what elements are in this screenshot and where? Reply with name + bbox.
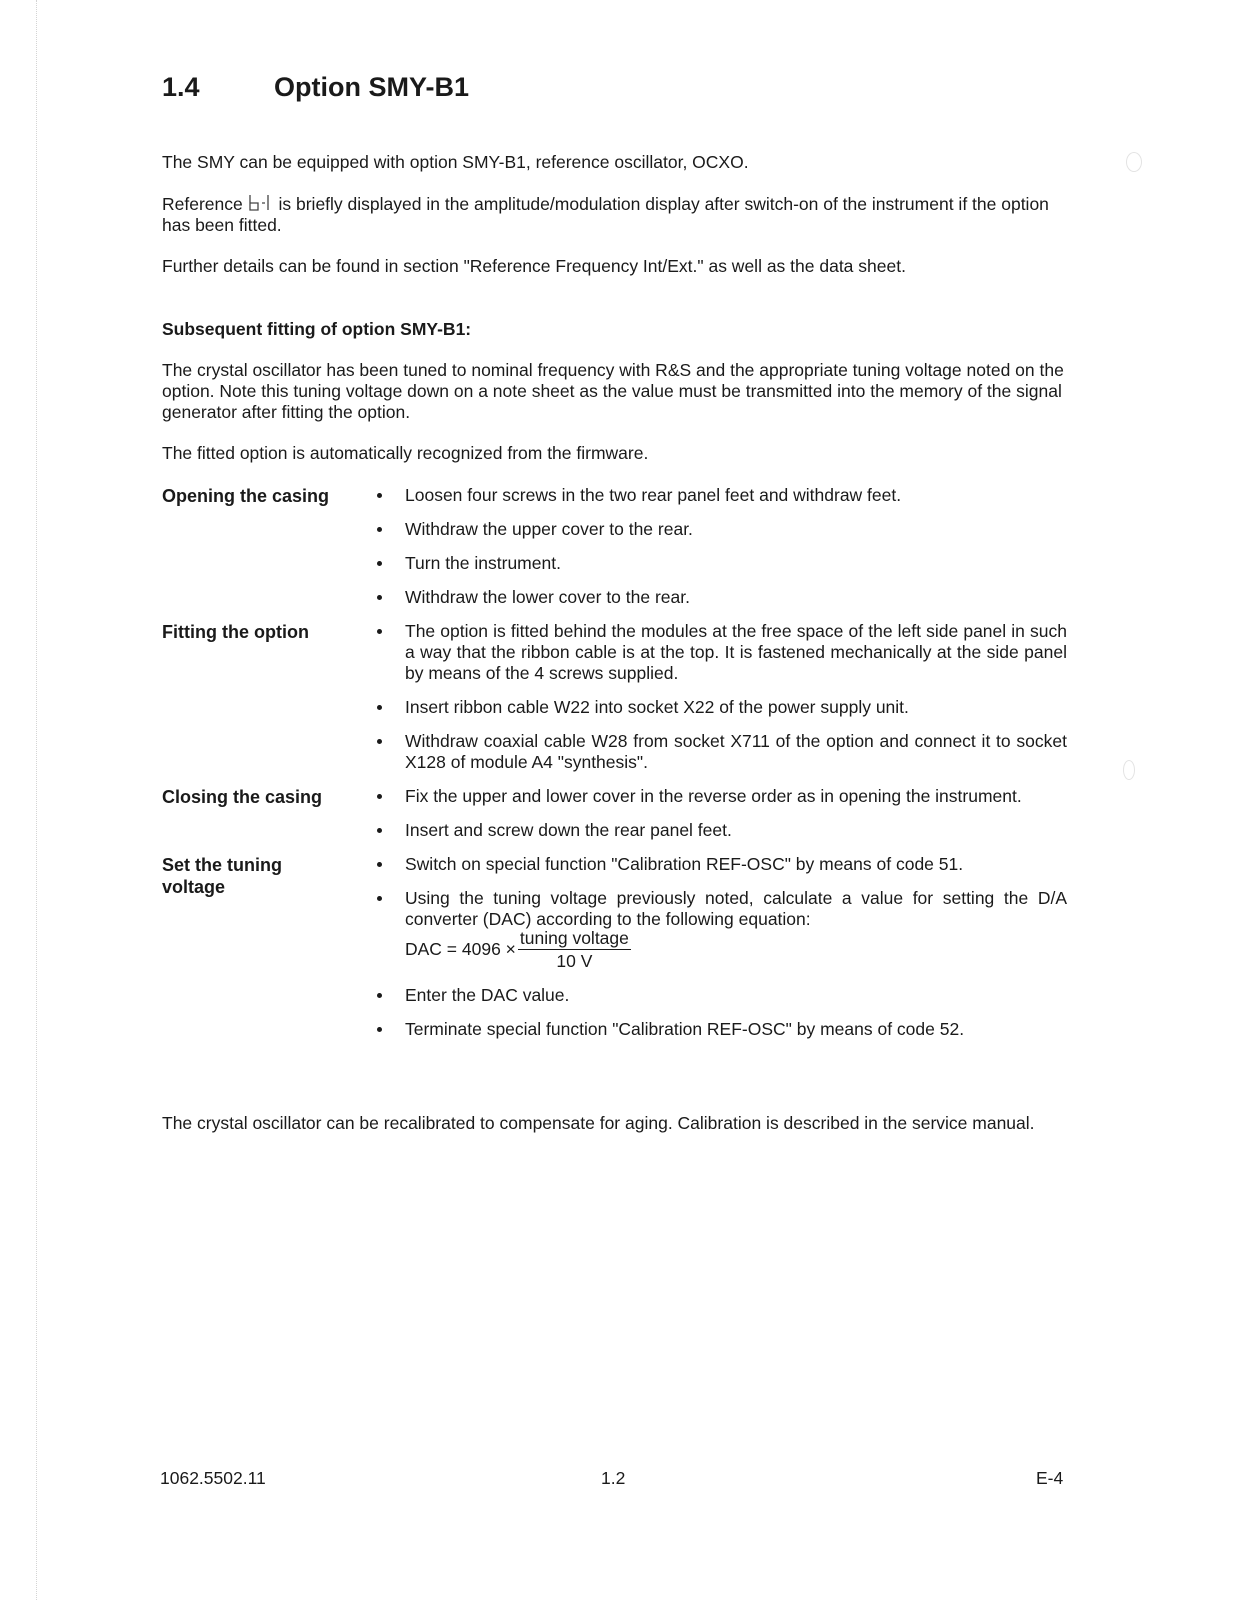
dac-formula bbox=[405, 928, 1067, 971]
footer-page-number: E-4 bbox=[1036, 1468, 1064, 1488]
paragraph-text: Reference bbox=[162, 194, 243, 214]
step-list bbox=[377, 985, 1067, 1040]
scan-edge-line bbox=[36, 0, 37, 1600]
formula-fraction bbox=[518, 928, 631, 971]
paragraph: The fitted option is automatically recognized from the firmware. bbox=[162, 443, 649, 463]
step-list bbox=[377, 485, 1067, 608]
paragraph: Further details can be found in section "Reference Frequency Int/Ext." as well as the data sheet. bbox=[162, 256, 906, 276]
formula-lhs: DAC = 4096 × bbox=[405, 939, 516, 959]
list-item: Insert and screw down the rear panel feet. bbox=[377, 820, 1067, 841]
step-list bbox=[377, 786, 1067, 841]
section-title: Option SMY-B1 bbox=[274, 72, 469, 102]
section-number: 1.4 bbox=[162, 72, 200, 102]
subsection-title: Subsequent fitting of option SMY-B1: bbox=[162, 319, 472, 339]
list-item: Terminate special function "Calibration REF-OSC" by means of code 52. bbox=[377, 1019, 1067, 1040]
display-glyph-icon bbox=[248, 193, 274, 213]
step-label: Opening the casing bbox=[162, 486, 330, 506]
formula-denominator: 10 V bbox=[556, 951, 593, 971]
paragraph bbox=[162, 193, 1067, 236]
step-list bbox=[377, 854, 1067, 930]
step-label: Closing the casing bbox=[162, 787, 323, 807]
footer-version: 1.2 bbox=[601, 1468, 626, 1488]
closing-paragraph: The crystal oscillator can be recalibrated to compensate for aging. Calibration is described in the service manual. bbox=[162, 1113, 1035, 1133]
step-list bbox=[377, 621, 1067, 773]
step-list-container bbox=[377, 854, 1067, 1040]
formula-numerator: tuning voltage bbox=[519, 928, 629, 948]
list-item: Loosen four screws in the two rear panel feet and withdraw feet. bbox=[377, 485, 1067, 506]
step-label: Set the tuning voltage bbox=[162, 855, 282, 897]
scan-speck bbox=[1123, 760, 1135, 780]
list-item: Using the tuning voltage previously noted, calculate a value for setting the D/A converter (DAC) according to the following equation: bbox=[377, 888, 1067, 930]
step-label: Fitting the option bbox=[162, 622, 309, 642]
list-item: Switch on special function "Calibration REF-OSC" by means of code 51. bbox=[377, 854, 1067, 875]
paragraph: The SMY can be equipped with option SMY-B1, reference oscillator, OCXO. bbox=[162, 152, 749, 172]
procedure-steps bbox=[162, 485, 1067, 1040]
scan-speck bbox=[1126, 152, 1142, 172]
list-item: Enter the DAC value. bbox=[377, 985, 1067, 1006]
section-heading bbox=[162, 72, 469, 103]
document-body bbox=[162, 152, 1067, 1154]
list-item: Withdraw the upper cover to the rear. bbox=[377, 519, 1067, 540]
paragraph: The crystal oscillator has been tuned to nominal frequency with R&S and the appropriate tuning voltage noted on the option. Note this tuning voltage down on a note sheet as the value must be transmitted into the memory of the signal generator after fitting the option. bbox=[162, 360, 1064, 422]
footer-doc-number: 1062.5502.11 bbox=[160, 1468, 266, 1488]
paragraph-text: is briefly displayed in the amplitude/modulation display after switch-on of the instrument if the option has been fitted. bbox=[162, 194, 1049, 235]
list-item: Fix the upper and lower cover in the reverse order as in opening the instrument. bbox=[377, 786, 1067, 807]
list-item: Withdraw coaxial cable W28 from socket X711 of the option and connect it to socket X128 of module A4 "synthesis". bbox=[377, 731, 1067, 773]
list-item: The option is fitted behind the modules at the free space of the left side panel in such a way that the ribbon cable is at the top. It is fastened mechanically at the side panel by means of the 4 screws supplied. bbox=[377, 621, 1067, 684]
list-item: Withdraw the lower cover to the rear. bbox=[377, 587, 1067, 608]
list-item: Turn the instrument. bbox=[377, 553, 1067, 574]
list-item: Insert ribbon cable W22 into socket X22 of the power supply unit. bbox=[377, 697, 1067, 718]
